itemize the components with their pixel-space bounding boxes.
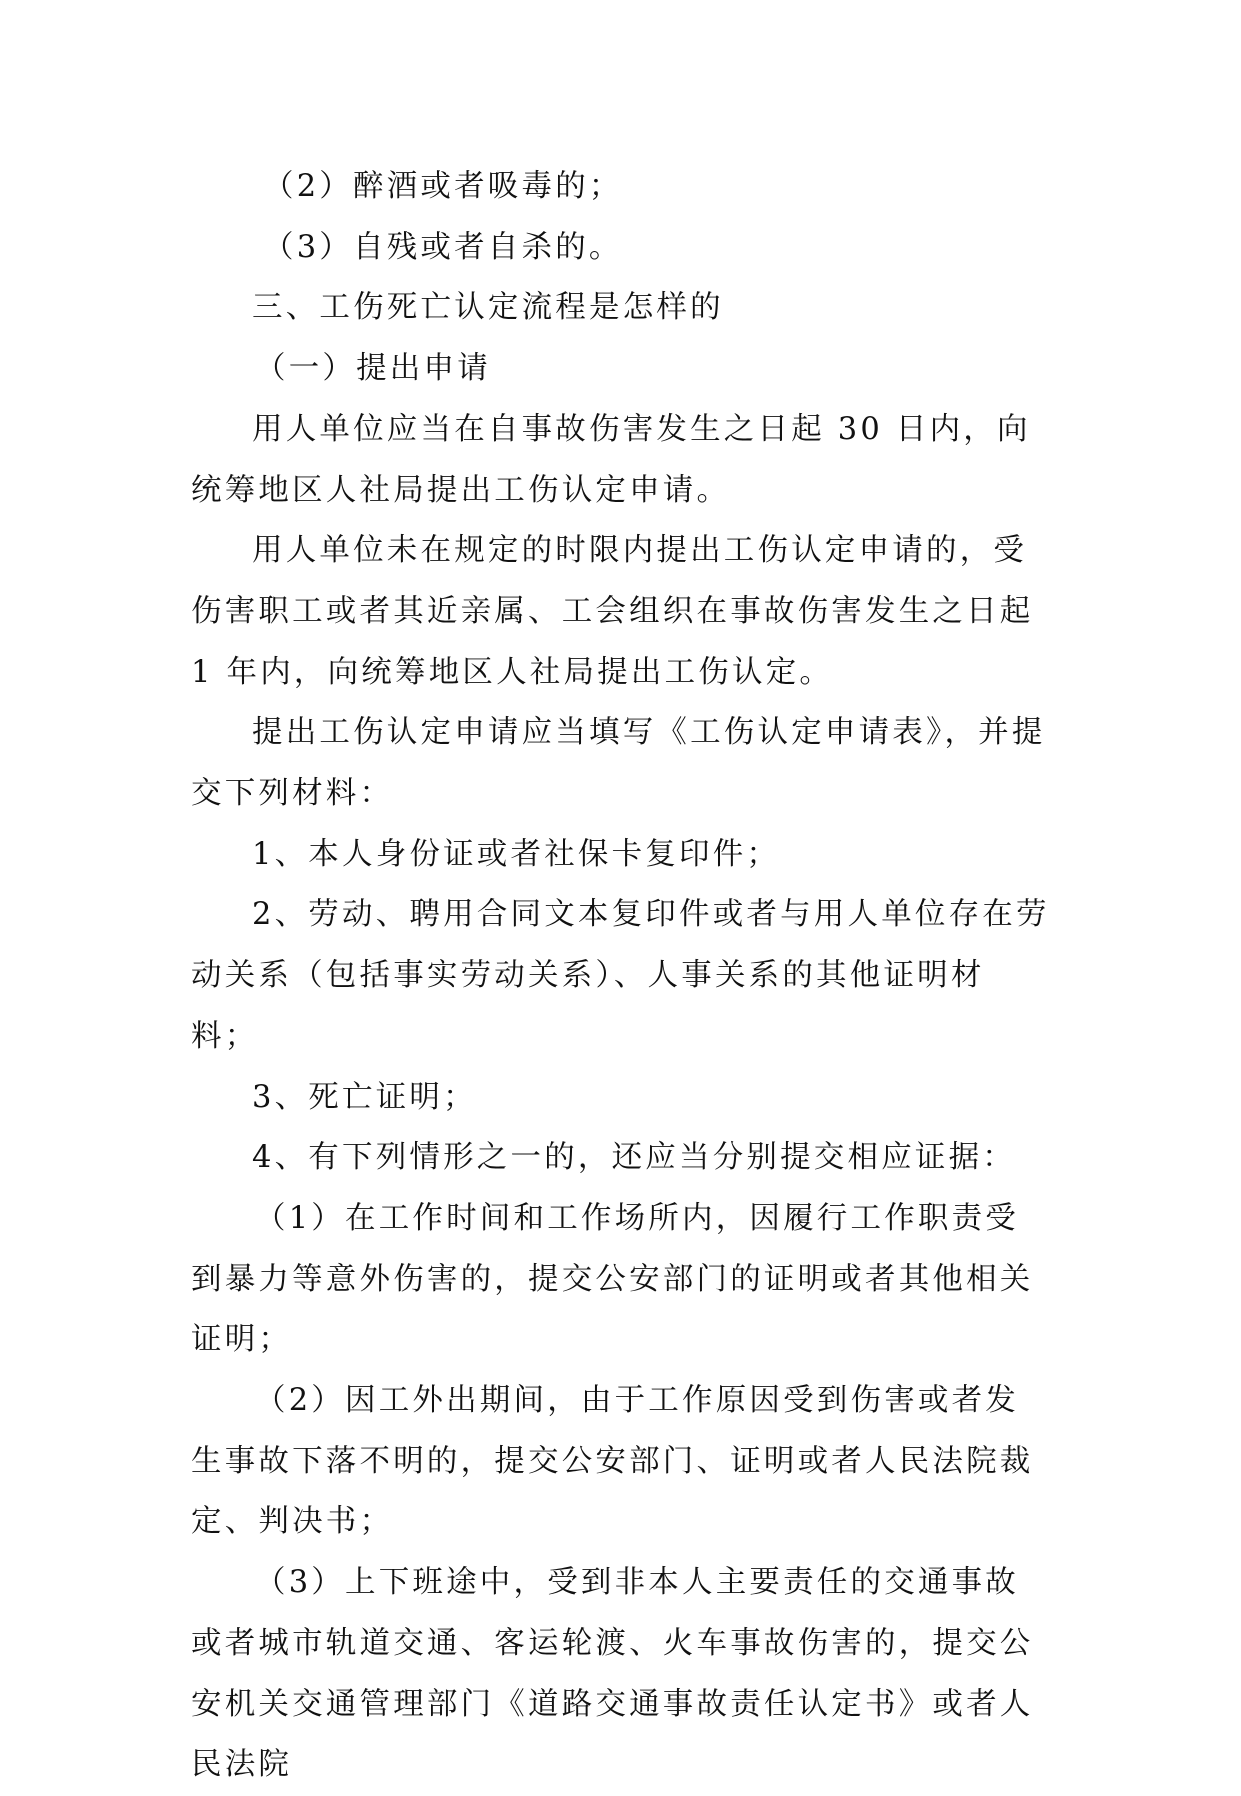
- paragraph-deadline-employer: 用人单位应当在自事故伤害发生之日起 30 日内，向统筹地区人社局提出工伤认定申请。: [191, 411, 1031, 508]
- evidence-item-1: （1）在工作时间和工作场所内，因履行工作职责受到暴力等意外伤害的，提交公安部门的证明或者其他相关证明；: [191, 1200, 1034, 1358]
- evidence-item-3: （3）上下班途中，受到非本人主要责任的交通事故或者城市轨道交通、客运轮渡、火车事故伤害的，提交公安机关交通管理部门《道路交通事故责任认定书》或者人民法院: [191, 1565, 1034, 1783]
- material-item-2: 2、劳动、聘用合同文本复印件或者与用人单位存在劳动关系（包括事实劳动关系）、人事关系的其他证明材料；: [191, 897, 1050, 1054]
- section-heading-3: 三、工伤死亡认定流程是怎样的: [252, 290, 724, 326]
- paragraph-materials-intro: 提出工伤认定申请应当填写《工伤认定申请表》，并提交下列材料：: [191, 715, 1046, 812]
- paragraph-deadline-worker: 用人单位未在规定的时限内提出工伤认定申请的，受伤害职工或者其近亲属、工会组织在事故伤害发生之日起 1 年内，向统筹地区人社局提出工伤认定。: [191, 533, 1047, 690]
- paragraph-item-2: （2）醉酒或者吸毒的；: [263, 169, 623, 204]
- subsection-heading-1: （一）提出申请: [255, 351, 491, 387]
- material-item-3: 3、死亡证明；: [252, 1079, 477, 1115]
- material-item-1: 1、本人身份证或者社保卡复印件；: [252, 836, 781, 872]
- material-item-4: 4、有下列情形之一的，还应当分别提交相应证据：: [252, 1140, 1017, 1176]
- paragraph-item-3: （3）自残或者自杀的。: [263, 229, 623, 265]
- document-body: [191, 157, 1051, 1796]
- evidence-item-2: （2）因工外出期间，由于工作原因受到伤害或者发生事故下落不明的，提交公安部门、证明或者人民法院裁定、判决书；: [191, 1383, 1034, 1540]
